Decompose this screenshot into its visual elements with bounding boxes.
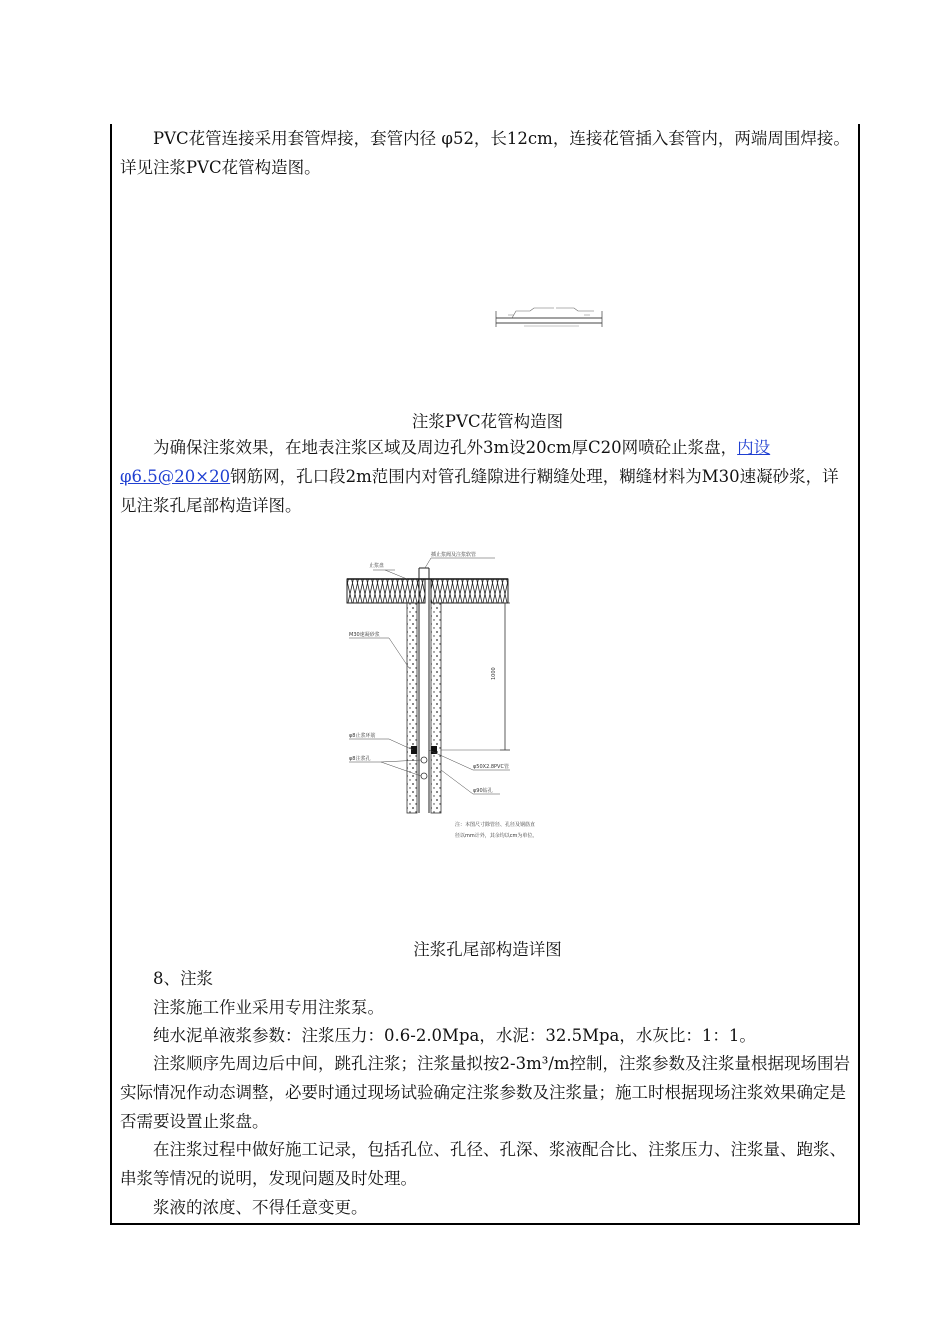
construction-record-paragraph: 在注浆过程中做好施工记录，包括孔位、孔径、孔深、浆液配合比、注浆压力、注浆量、跑浆、串浆等情况的说明，发现问题及时处理。 [120, 1140, 846, 1188]
section-title-grouting: 8、注浆 [153, 969, 213, 988]
label-bore-hole: φ90钻孔 [473, 788, 493, 794]
diagram-note-line1: 注：本图尺寸除管径、孔径及钢筋直 [455, 822, 536, 828]
label-m30-mortar: M30速凝砂浆 [349, 632, 380, 638]
grouting-pump-line: 注浆施工作业采用专用注浆泵。 [153, 998, 384, 1017]
grout-parameters-line: 纯水泥单液浆参数：注浆压力：0.6-2.0Mpa，水泥：32.5Mpa，水灰比：1：1。 [153, 1026, 756, 1045]
grout-stop-paragraph [120, 433, 855, 520]
para2-text-before: 为确保注浆效果，在地表注浆区域及周边孔外3m设20cm厚C20网喷砼止浆盘， [153, 438, 738, 457]
grout-hole-tail-diagram [345, 550, 565, 850]
grouting-sequence-paragraph: 注浆顺序先周边后中间，跳孔注浆；注浆量拟按2-3m³/m控制，注浆参数及注浆量根据现场围岩实际情况作动态调整，必要时通过现场试验确定注浆参数及注浆量；施工时根据现场注浆效果确定是否需要设置止浆盘。 [120, 1054, 851, 1131]
pvc-connection-paragraph: PVC花管连接采用套管焊接，套管内径 φ52，长12cm，连接花管插入套管内，两端周围焊接。详见注浆PVC花管构造图。 [120, 129, 850, 177]
pvc-pipe-diagram [494, 305, 606, 329]
label-pvc-pipe: φ50X2.8PVC管 [473, 764, 509, 770]
dim-label: 1000 [491, 667, 497, 680]
label-ring-bar: φ8止浆环筋 [349, 733, 376, 739]
label-grout-hole: φ8注浆孔 [349, 756, 371, 762]
caption-pvc-pipe-diagram: 注浆PVC花管构造图 [411, 412, 564, 431]
diagram-note-line2: 径以mm计外，其余均以cm为单位。 [455, 833, 538, 839]
label-grout-stop-slab: 止浆盘 [369, 563, 385, 569]
slurry-concentration-line: 浆液的浓度、不得任意变更。 [153, 1198, 368, 1217]
caption-grout-hole-diagram: 注浆孔尾部构造详图 [413, 940, 562, 959]
reinforcement-link[interactable]: 内设φ6.5@20×20 [120, 438, 771, 486]
para2-text-after: 钢筋网，孔口段2m范围内对管孔缝隙进行糊缝处理，糊缝材料为M30速凝砂浆，详见注浆孔尾部构造详图。 [120, 467, 839, 515]
label-valve-hose: 插止浆阀及注浆软管 [431, 552, 477, 558]
